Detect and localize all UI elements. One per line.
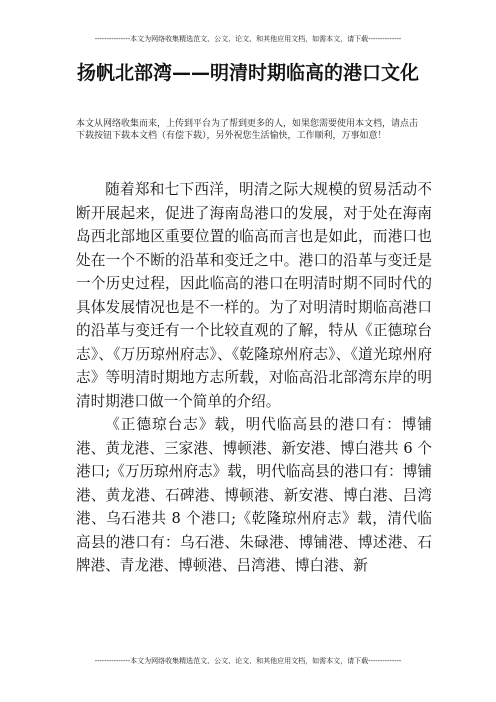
document-title: 扬帆北部湾——明清时期临高的港口文化 [76,62,419,84]
download-notice: 本文从网络收集而来，上传到平台为了帮到更多的人，如果您需要使用本文档，请点击下载按钮下载本文档（有偿下载），另外祝您生活愉快，工作顺利，万事如意！ [76,119,419,141]
paragraph: 随着郑和七下西洋，明清之际大规模的贸易活动不断开展起来，促进了海南岛港口的发展，对于处在海南岛西北部地区重要位置的临高而言也是如此，而港口也处在一个不断的沿革和变迁之中。港口的沿革与变迁是一个历史过程，因此临高的港口在明清时期不同时代的具体发展情况也是不一样的。为了对明清时期临高港口的沿革与变迁有一个比较直观的了解，特从《正德琼台志》、《万历琼州府志》、《乾隆琼州府志》、《道光琼州府志》等明清时期地方志所载，对临高沿北部湾东岸的明清时期港口做一个简单的介绍。 [76,181,432,410]
article-body [76,178,432,578]
paragraph: 《正德琼台志》载，明代临高县的港口有：博铺港、黄龙港、三家港、博顿港、新安港、博白港共 6 个港口;《万历琼州府志》载，明代临高县的港口有：博铺港、黄龙港、石碑港、博顿港、新安港、博白港、吕湾港、乌石港共 8 个港口;《乾隆琼州府志》载，清代临高县的港口有：乌石港、朱碌港、博铺港、博述港、石牌港、青龙港、博顿港、吕湾港、博白港、新 [76,416,432,574]
page-header: ---------------本文为网络收集精选范文、公文、论文、和其他应用文档，如需本文，请下载-------------- [94,35,402,43]
page-footer: ---------------本文为网络收集精选范文、公文、论文、和其他应用文档，如需本文，请下载-------------- [94,657,402,665]
